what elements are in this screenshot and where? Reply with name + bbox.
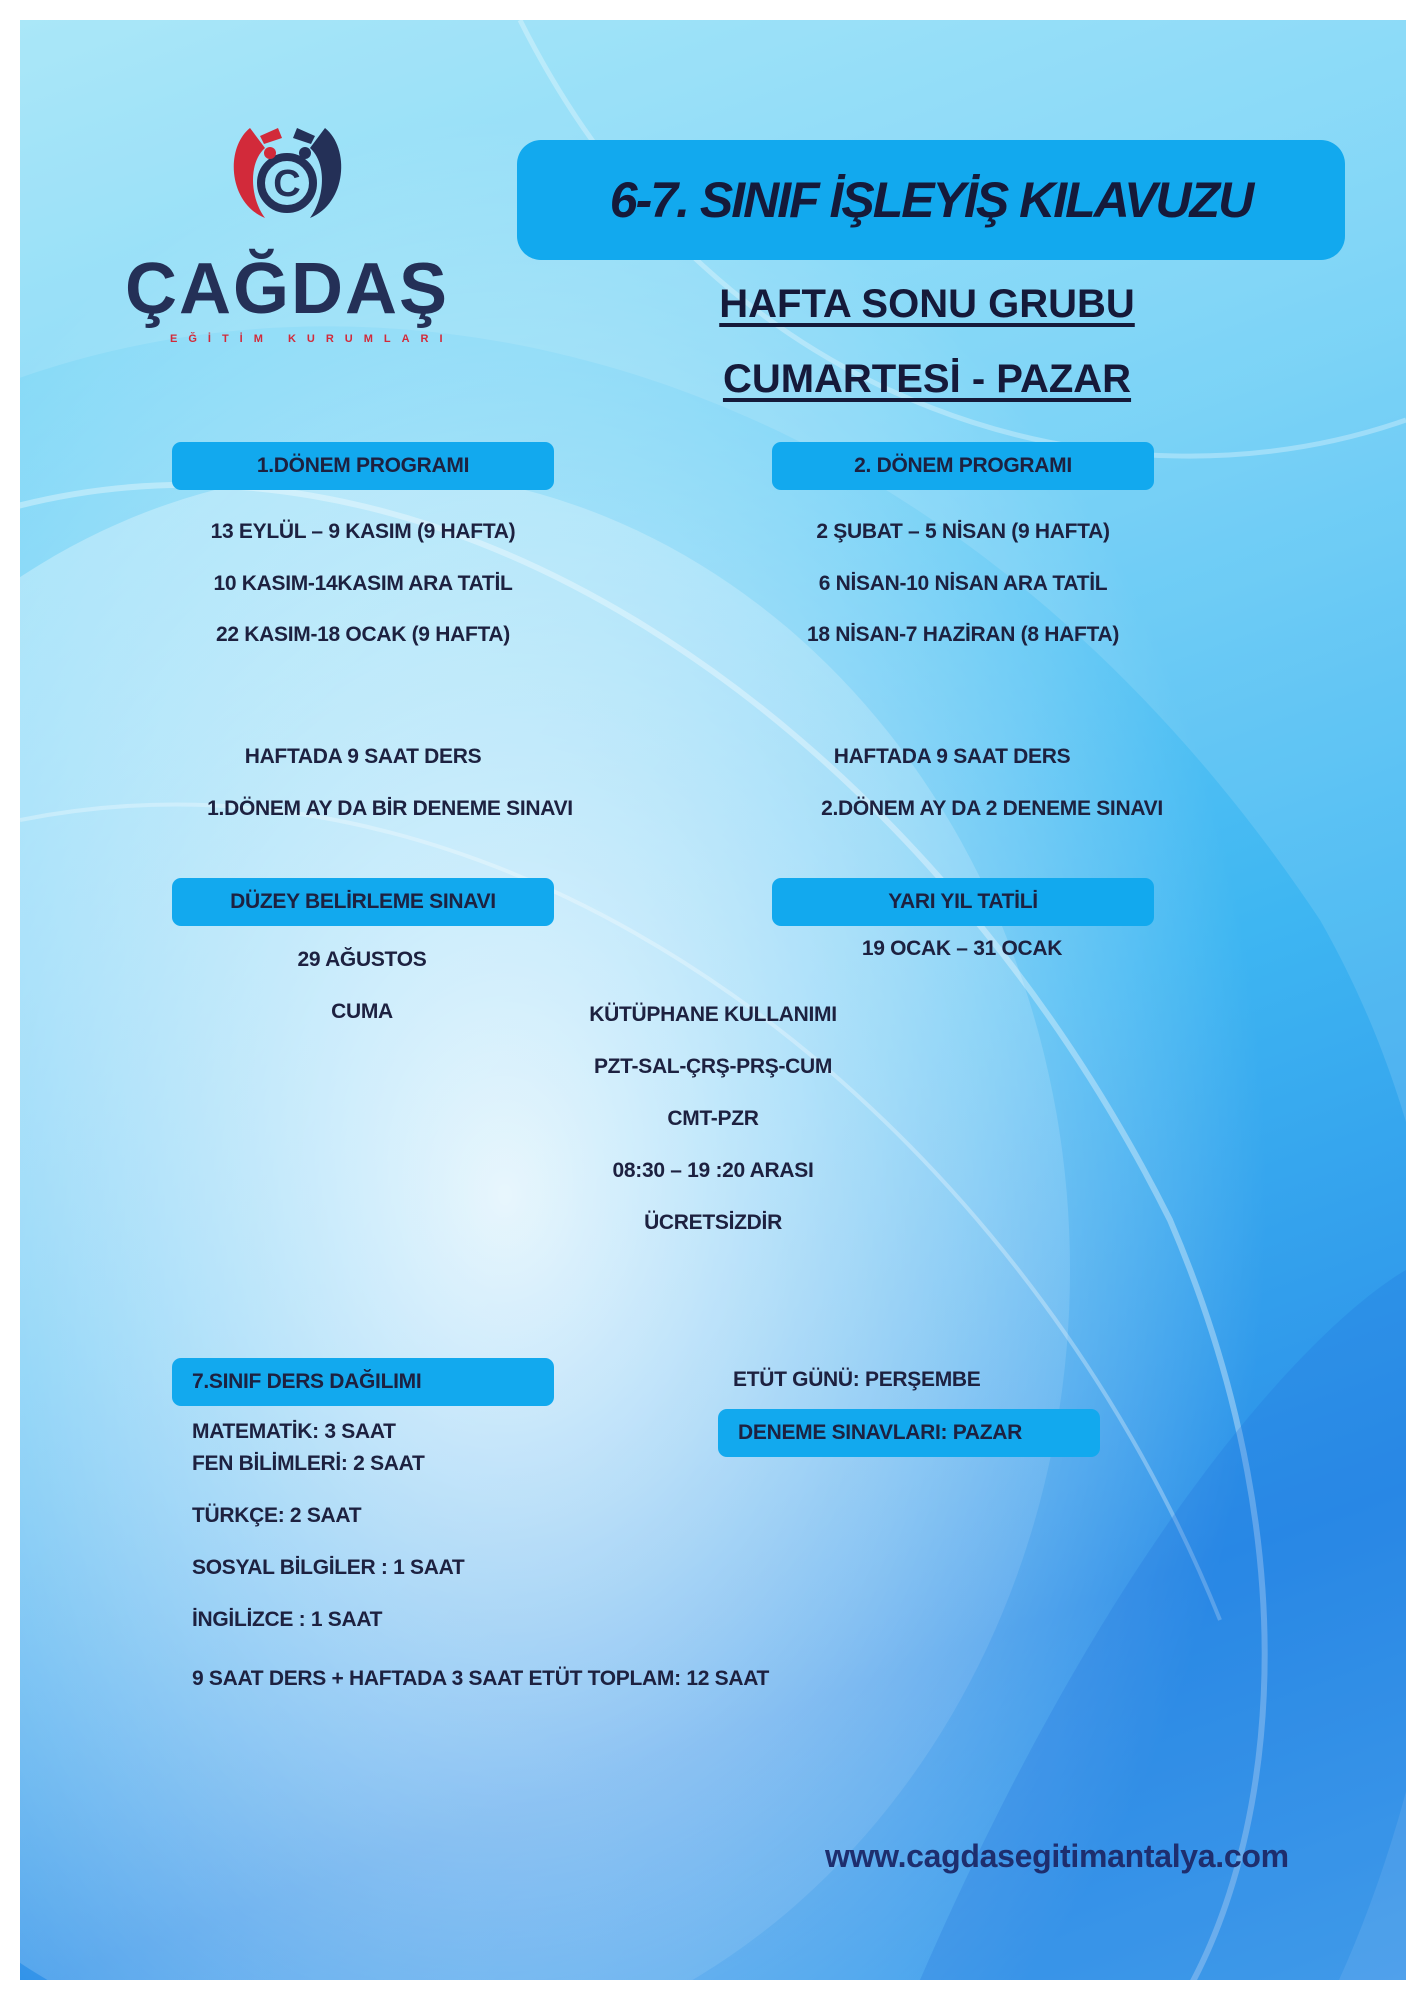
break-dates: 19 OCAK – 31 OCAK xyxy=(861,937,1063,960)
logo-emblem-icon xyxy=(220,108,355,238)
title-banner xyxy=(517,140,1345,260)
brand-tagline: EĞİTİM KURUMLARI xyxy=(170,333,454,345)
break-heading: YARI YIL TATİLİ xyxy=(772,878,1154,926)
term1-line-2: 10 KASIM-14KASIM ARA TATİL xyxy=(213,572,513,595)
exam-day: DENEME SINAVLARI: PAZAR xyxy=(718,1409,1100,1457)
term2-line-1: 2 ŞUBAT – 5 NİSAN (9 HAFTA) xyxy=(816,520,1110,543)
website-link[interactable]: www.cagdasegitimantalya.com xyxy=(825,1838,1289,1874)
term1-line-1: 13 EYLÜL – 9 KASIM (9 HAFTA) xyxy=(210,520,516,543)
subject-science: FEN BİLİMLERİ: 2 SAAT xyxy=(192,1452,425,1475)
term1-weekly: HAFTADA 9 SAAT DERS xyxy=(244,745,482,768)
library-line-5: ÜCRETSİZDİR xyxy=(644,1211,782,1234)
placement-day: CUMA xyxy=(331,1000,393,1023)
library-line-3: CMT-PZR xyxy=(667,1107,759,1130)
term2-weekly: HAFTADA 9 SAAT DERS xyxy=(833,745,1071,768)
term2-line-3: 18 NİSAN-7 HAZİRAN (8 HAFTA) xyxy=(806,623,1120,646)
subject-turkish: TÜRKÇE: 2 SAAT xyxy=(192,1504,362,1527)
brand-name: ÇAĞDAŞ xyxy=(125,249,450,329)
term2-exam: 2.DÖNEM AY DA 2 DENEME SINAVI xyxy=(821,797,1163,820)
library-line-1: KÜTÜPHANE KULLANIMI xyxy=(589,1003,837,1026)
etut-day: ETÜT GÜNÜ: PERŞEMBE xyxy=(733,1368,981,1391)
subtitle-group: HAFTA SONU GRUBU xyxy=(719,282,1135,326)
subject-english: İNGİLİZCE : 1 SAAT xyxy=(192,1608,383,1631)
placement-heading: DÜZEY BELİRLEME SINAVI xyxy=(172,878,554,926)
term1-heading: 1.DÖNEM PROGRAMI xyxy=(172,442,554,490)
subtitle-days: CUMARTESİ - PAZAR xyxy=(722,357,1132,401)
subject-social: SOSYAL BİLGİLER : 1 SAAT xyxy=(192,1556,465,1579)
library-line-4: 08:30 – 19 :20 ARASI xyxy=(612,1159,814,1182)
page-canvas xyxy=(20,20,1406,1980)
term2-line-2: 6 NİSAN-10 NİSAN ARA TATİL xyxy=(818,572,1108,595)
page-title: 6-7. SINIF İŞLEYİŞ KILAVUZU xyxy=(609,172,1253,228)
subject-math: MATEMATİK: 3 SAAT xyxy=(192,1420,396,1443)
svg-text:C: C xyxy=(273,163,301,205)
library-line-2: PZT-SAL-ÇRŞ-PRŞ-CUM xyxy=(593,1055,833,1078)
distribution-heading: 7.SINIF DERS DAĞILIMI xyxy=(172,1358,554,1406)
placement-date: 29 AĞUSTOS xyxy=(297,948,427,971)
distribution-total: 9 SAAT DERS + HAFTADA 3 SAAT ETÜT TOPLAM: 12 SAAT xyxy=(192,1667,770,1690)
term2-heading: 2. DÖNEM PROGRAMI xyxy=(772,442,1154,490)
term1-line-3: 22 KASIM-18 OCAK (9 HAFTA) xyxy=(215,623,511,646)
term1-exam: 1.DÖNEM AY DA BİR DENEME SINAVI xyxy=(207,797,573,820)
